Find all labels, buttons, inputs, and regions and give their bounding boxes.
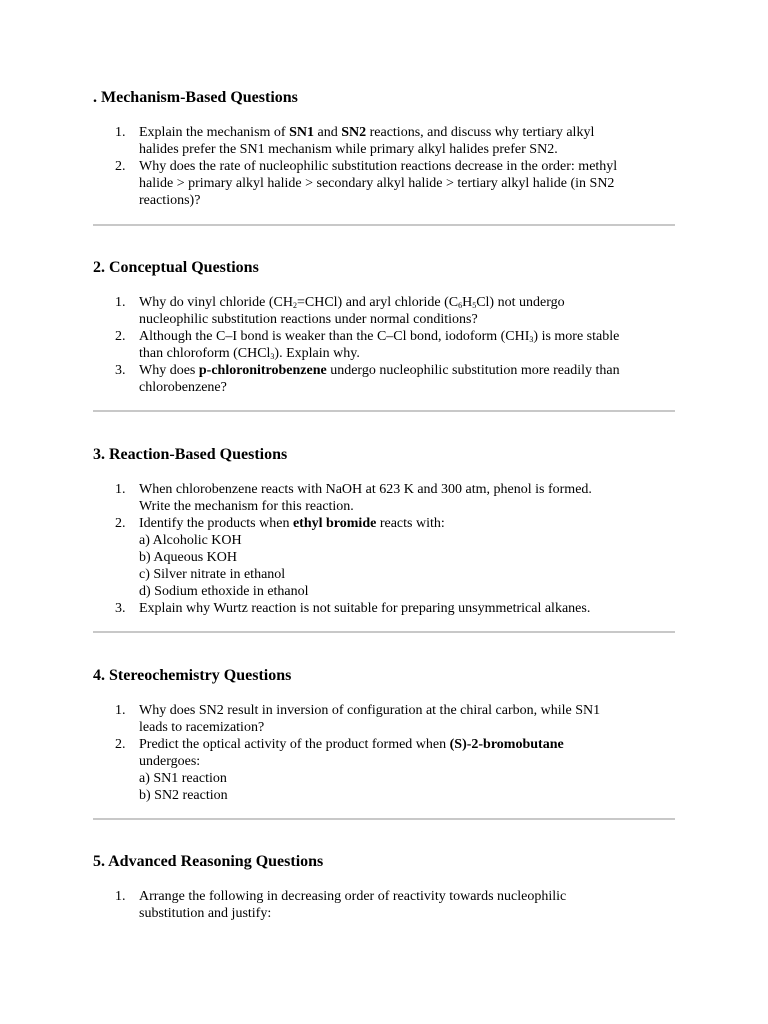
option: b) SN2 reaction (139, 788, 228, 803)
item-number: 2. (115, 737, 126, 752)
list-item: 1. When chlorobenzene reacts with NaOH at 623 K and 300 atm, phenol is formed. Write the mechanism for this reaction. (115, 482, 592, 514)
section-advanced (93, 852, 675, 922)
divider (93, 410, 675, 412)
option: c) Silver nitrate in ethanol (139, 567, 286, 582)
item-number: 1. (115, 703, 126, 718)
item-number: 3. (115, 601, 126, 616)
option: d) Sodium ethoxide in ethanol (139, 584, 309, 599)
item-number: 2. (115, 329, 126, 344)
section-reaction (93, 445, 675, 617)
item-number: 3. (115, 363, 126, 378)
divider (93, 818, 675, 820)
list-item: 3. Explain why Wurtz reaction is not suitable for preparing unsymmetrical alkanes. (115, 601, 591, 616)
section-stereochemistry (93, 666, 675, 804)
list-item: 1. Arrange the following in decreasing order of reactivity towards nucleophilic substitution and justify: (115, 889, 567, 921)
item-number: 1. (115, 295, 126, 310)
list-item: 3. Why does p-chloronitrobenzene undergo nucleophilic substitution more readily than chlorobenzene? (115, 363, 620, 395)
question-list (93, 481, 675, 617)
list-item: 1. Why do vinyl chloride $(CH_2=CHCl)$ and aryl chloride $(C_6H_5Cl)$ not undergo nucleophilic substitution reactions under normal conditions? (115, 295, 565, 327)
item-number: 2. (115, 159, 126, 174)
question-list (93, 294, 675, 396)
question-list (93, 124, 675, 209)
item-number: 1. (115, 125, 126, 140)
option: a) Alcoholic KOH (139, 533, 242, 548)
list-item: 2. Why does the rate of nucleophilic substitution reactions decrease in the order: methyl halide > primary alkyl halide > secondary alkyl halide > tertiary alkyl halide (in SN2 reactions)? (115, 159, 618, 208)
option: a) SN1 reaction (139, 771, 227, 786)
section-title: 5. Advanced Reasoning Questions (93, 853, 324, 870)
item-number: 1. (115, 889, 126, 904)
list-item: 1. Why does SN2 result in inversion of configuration at the chiral carbon, while SN1 leads to racemization? (115, 703, 601, 735)
list-item: 2. Predict the optical activity of the product formed when (S)-2-bromobutane undergoes: a) SN1 reaction b) SN2 reaction (115, 737, 564, 803)
list-item: 2. Identify the products when ethyl bromide reacts with: a) Alcoholic KOH b) Aqueous KOH c) Silver nitrate in ethanol d) Sodium ethoxide in ethanol (115, 516, 445, 599)
option: b) Aqueous KOH (139, 550, 237, 565)
item-number: 2. (115, 516, 126, 531)
section-title: 2. Conceptual Questions (93, 259, 259, 276)
section-title: 4. Stereochemistry Questions (93, 667, 292, 684)
section-mechanism (93, 88, 675, 209)
list-item: 1. Explain the mechanism of SN1 and SN2 reactions, and discuss why tertiary alkyl halides prefer the SN1 mechanism while primary alkyl halides prefer SN2. (115, 125, 595, 157)
question-list (93, 702, 675, 804)
section-title: 3. Reaction-Based Questions (93, 446, 288, 463)
divider (93, 224, 675, 226)
question-list (93, 888, 675, 922)
section-title: . Mechanism-Based Questions (93, 89, 298, 106)
divider (93, 631, 675, 633)
section-conceptual (93, 258, 675, 396)
list-item: 2. Although the C–I bond is weaker than the C–Cl bond, iodoform $(CHI_3)$ is more stable than chloroform (CHCl$_3$). Explain why. (115, 329, 620, 361)
item-number: 1. (115, 482, 126, 497)
